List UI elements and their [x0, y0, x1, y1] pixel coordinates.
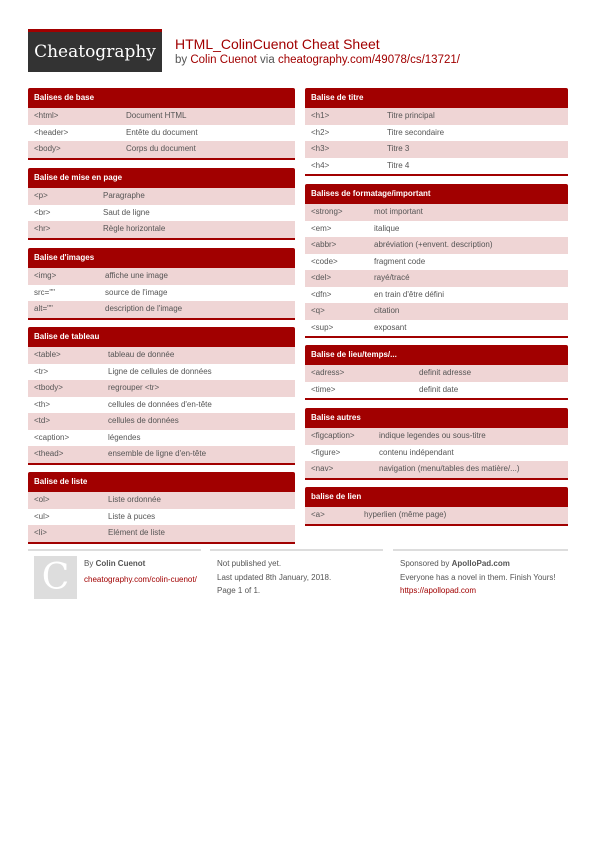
- table-row: [305, 204, 568, 221]
- via-label: via: [260, 54, 275, 66]
- table-row: [305, 287, 568, 304]
- tag-cell: <sup>: [311, 322, 334, 332]
- tag-cell: <caption>: [34, 432, 70, 442]
- table-row: [28, 188, 295, 205]
- description-cell: Paragraphe: [103, 191, 145, 200]
- section-title: Balises de formatage/important: [305, 184, 568, 204]
- table-row: [28, 285, 295, 302]
- description-cell: hyperlien (même page): [364, 510, 447, 519]
- table-row: [28, 525, 295, 542]
- tag-cell: <header>: [34, 127, 69, 137]
- cheat-section: [305, 345, 568, 400]
- tag-cell: <q>: [311, 306, 325, 315]
- cheat-section: [305, 408, 568, 480]
- table-row: [305, 158, 568, 175]
- tag-cell: <tr>: [34, 366, 49, 376]
- tag-cell: <thead>: [34, 449, 64, 458]
- tag-cell: <h4>: [311, 160, 330, 170]
- table-row: [28, 397, 295, 414]
- table-row: [305, 320, 568, 337]
- table-row: [305, 507, 568, 524]
- tag-cell: <body>: [34, 144, 61, 153]
- table-row: [28, 413, 295, 430]
- description-cell: mot important: [374, 207, 423, 216]
- description-cell: contenu indépendant: [379, 447, 454, 457]
- description-cell: abréviation (+envent. description): [374, 240, 493, 249]
- description-cell: Entête du document: [126, 127, 198, 137]
- by-label: By: [84, 559, 94, 568]
- description-cell: fragment code: [374, 256, 426, 266]
- last-updated: Last updated 8th January, 2018.: [217, 572, 332, 582]
- description-cell: rayé/tracé: [374, 273, 410, 282]
- table-row: [28, 125, 295, 142]
- table-row: [28, 108, 295, 125]
- tag-cell: <code>: [311, 256, 338, 266]
- table-row: [28, 141, 295, 158]
- cheat-section: [28, 88, 295, 160]
- section-title: Balise de tableau: [28, 327, 295, 347]
- description-cell: definit date: [419, 384, 459, 394]
- description-cell: exposant: [374, 322, 407, 332]
- table-row: [305, 125, 568, 142]
- tag-cell: <h1>: [311, 111, 330, 120]
- sheet-url-link[interactable]: cheatography.com/49078/cs/13721/: [277, 54, 460, 66]
- publish-status: Not published yet.: [217, 559, 282, 568]
- tag-cell: <nav>: [311, 464, 334, 473]
- description-cell: Règle horizontale: [103, 224, 166, 233]
- table-row: [305, 237, 568, 254]
- cheat-section: [28, 248, 295, 320]
- table-row: [305, 365, 568, 382]
- footer-divider: [210, 549, 383, 551]
- tag-cell: <del>: [311, 273, 332, 282]
- tag-cell: <em>: [311, 223, 332, 233]
- cheat-section: [28, 168, 295, 240]
- tag-cell: <p>: [34, 191, 48, 200]
- tag-cell: <figure>: [311, 447, 341, 457]
- tag-cell: <dfn>: [311, 289, 332, 299]
- sponsor-name: ApolloPad.com: [451, 559, 510, 568]
- description-cell: Titre 4: [387, 160, 410, 170]
- sponsored-label: Sponsored by: [400, 559, 450, 568]
- section-title: Balises de base: [28, 88, 295, 108]
- table-row: [28, 268, 295, 285]
- table-row: [305, 254, 568, 271]
- description-cell: ensemble de ligne d'en-tête: [108, 449, 207, 458]
- author-link[interactable]: Colin Cuenot: [190, 54, 257, 66]
- page-number: Page 1 of 1.: [217, 586, 261, 595]
- tag-cell: <br>: [34, 207, 51, 217]
- tag-cell: alt="": [34, 304, 53, 313]
- table-row: [305, 141, 568, 158]
- tag-cell: <td>: [34, 416, 51, 425]
- description-cell: Document HTML: [126, 111, 187, 120]
- tag-cell: <strong>: [311, 207, 343, 216]
- description-cell: Ligne de cellules de données: [108, 366, 212, 376]
- description-cell: navigation (menu/tables des matière/...): [379, 464, 520, 473]
- tag-cell: <h2>: [311, 127, 330, 137]
- footer-sponsor: [400, 557, 556, 598]
- description-cell: Titre secondaire: [387, 127, 445, 137]
- description-cell: italique: [374, 223, 400, 233]
- sponsor-tagline: Everyone has a novel in them. Finish Yours!: [400, 572, 556, 582]
- table-row: [28, 446, 295, 463]
- section-title: Balise d'images: [28, 248, 295, 268]
- table-row: [28, 509, 295, 526]
- tag-cell: <img>: [34, 271, 57, 280]
- table-row: [305, 428, 568, 445]
- table-row: [28, 364, 295, 381]
- description-cell: description de l'image: [105, 304, 183, 313]
- tag-cell: <h3>: [311, 144, 330, 153]
- description-cell: Liste ordonnée: [108, 495, 161, 504]
- description-cell: Titre 3: [387, 144, 410, 153]
- tag-cell: <th>: [34, 399, 51, 409]
- footer-divider: [393, 549, 568, 551]
- table-row: [28, 221, 295, 238]
- description-cell: légendes: [108, 432, 141, 442]
- table-row: [305, 221, 568, 238]
- section-title: balise de lien: [305, 487, 568, 507]
- tag-cell: <html>: [34, 111, 59, 120]
- description-cell: indique legendes ou sous-titre: [379, 431, 486, 440]
- description-cell: Titre principal: [387, 111, 435, 120]
- table-row: [28, 347, 295, 364]
- tag-cell: src="": [34, 287, 56, 297]
- page-title: HTML_ColinCuenot Cheat Sheet: [175, 36, 380, 52]
- table-row: [305, 108, 568, 125]
- tag-cell: <tbody>: [34, 383, 63, 392]
- table-row: [305, 445, 568, 462]
- cheat-section: [305, 184, 568, 338]
- cheat-section: [305, 88, 568, 176]
- tag-cell: <figcaption>: [311, 431, 355, 440]
- footer-author: [84, 557, 197, 586]
- table-row: [28, 301, 295, 318]
- section-title: Balise de liste: [28, 472, 295, 492]
- table-row: [28, 492, 295, 509]
- section-title: Balise de titre: [305, 88, 568, 108]
- description-cell: Saut de ligne: [103, 207, 150, 217]
- description-cell: tableau de donnée: [108, 350, 175, 359]
- author-avatar: C: [34, 556, 77, 599]
- tag-cell: <adress>: [311, 368, 345, 377]
- cheat-section: [28, 327, 295, 465]
- table-row: [305, 270, 568, 287]
- author-name: Colin Cuenot: [95, 559, 146, 568]
- tag-cell: <li>: [34, 528, 47, 537]
- tag-cell: <time>: [311, 384, 336, 394]
- table-row: [305, 461, 568, 478]
- description-cell: source de l'image: [105, 287, 168, 297]
- description-cell: regrouper <tr>: [108, 383, 160, 392]
- description-cell: affiche une image: [105, 271, 169, 280]
- cheatography-logo[interactable]: Cheatography: [28, 29, 162, 72]
- table-row: [28, 205, 295, 222]
- section-title: Balise de lieu/temps/...: [305, 345, 568, 365]
- table-row: [28, 430, 295, 447]
- table-row: [305, 303, 568, 320]
- by-label: by: [175, 54, 188, 66]
- byline: [175, 54, 460, 66]
- footer-divider: [28, 549, 201, 551]
- cheat-section: [28, 472, 295, 544]
- tag-cell: <abbr>: [311, 240, 337, 249]
- footer-status: [217, 557, 331, 598]
- tag-cell: <hr>: [34, 224, 51, 233]
- table-row: [28, 380, 295, 397]
- tag-cell: <ol>: [34, 495, 50, 504]
- tag-cell: <table>: [34, 350, 61, 359]
- description-cell: Liste à puces: [108, 511, 156, 521]
- description-cell: Corps du document: [126, 144, 196, 153]
- sponsor-link[interactable]: https://apollopad.com: [400, 586, 477, 595]
- cheat-section: [305, 487, 568, 526]
- description-cell: cellules de données: [108, 416, 179, 425]
- author-profile-link[interactable]: cheatography.com/colin-cuenot/: [84, 575, 197, 584]
- description-cell: en train d'être défini: [374, 289, 445, 299]
- description-cell: cellules de données d'en-tête: [108, 399, 212, 409]
- description-cell: Elément de liste: [108, 528, 165, 537]
- description-cell: definit adresse: [419, 368, 472, 377]
- description-cell: citation: [374, 306, 400, 315]
- section-title: Balise autres: [305, 408, 568, 428]
- table-row: [305, 382, 568, 399]
- tag-cell: <a>: [311, 510, 325, 519]
- tag-cell: <ul>: [34, 511, 50, 521]
- section-title: Balise de mise en page: [28, 168, 295, 188]
